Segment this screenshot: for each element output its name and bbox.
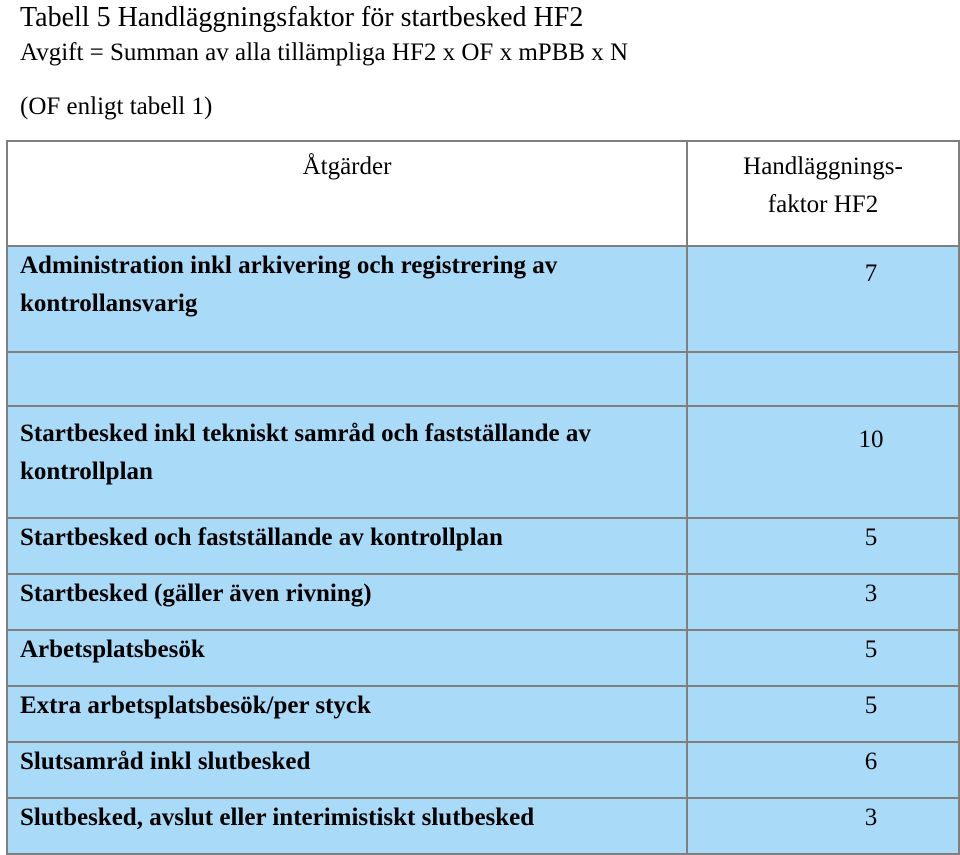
table-row-empty — [7, 352, 959, 406]
action-line-2: kontrollansvarig — [20, 290, 198, 317]
table-row — [7, 798, 959, 854]
factor-cell: 6 — [687, 742, 959, 798]
factor-cell: 5 — [687, 686, 959, 742]
action-cell: Slutsamråd inkl slutbesked — [7, 742, 687, 798]
factor-cell: 5 — [687, 630, 959, 686]
table-title: Tabell 5 Handläggningsfaktor för startbesked HF2 — [20, 2, 584, 33]
header-faktor-line2: faktor HF2 — [767, 191, 879, 218]
of-note: (OF enligt tabell 1) — [20, 93, 213, 120]
header-atgarder — [7, 141, 687, 246]
fee-factor-table — [6, 140, 960, 855]
factor-cell: 7 — [687, 246, 959, 352]
table-header-row — [7, 141, 959, 246]
action-line-1: Administration inkl arkivering och registrering av — [20, 252, 558, 279]
action-cell: Arbetsplatsbesök — [7, 630, 687, 686]
table-row — [7, 742, 959, 798]
table-row — [7, 406, 959, 518]
action-cell: Extra arbetsplatsbesök/per styck — [7, 686, 687, 742]
table-row — [7, 630, 959, 686]
table-row — [7, 686, 959, 742]
table-row — [7, 574, 959, 630]
factor-cell: 10 — [687, 406, 959, 518]
action-cell: Startbesked (gäller även rivning) — [7, 574, 687, 630]
empty-action-cell — [7, 352, 687, 406]
table-row — [7, 518, 959, 574]
header-atgarder-label: Åtgärder — [302, 153, 392, 180]
header-faktor — [687, 141, 959, 246]
factor-cell: 5 — [687, 518, 959, 574]
action-cell: Slutbesked, avslut eller interimistiskt slutbesked — [7, 798, 687, 854]
empty-factor-cell — [687, 352, 959, 406]
header-faktor-line1: Handläggnings- — [743, 153, 903, 180]
fee-formula: Avgift = Summan av alla tillämpliga HF2 x OF x mPBB x N — [20, 39, 629, 66]
action-cell: Startbesked och fastställande av kontrollplan — [7, 518, 687, 574]
table-row — [7, 246, 959, 352]
action-line-1: Startbesked inkl tekniskt samråd och fastställande av — [20, 420, 591, 447]
action-line-2: kontrollplan — [20, 458, 153, 485]
action-cell — [7, 406, 687, 518]
factor-cell: 3 — [687, 798, 959, 854]
action-cell — [7, 246, 687, 352]
factor-cell: 3 — [687, 574, 959, 630]
